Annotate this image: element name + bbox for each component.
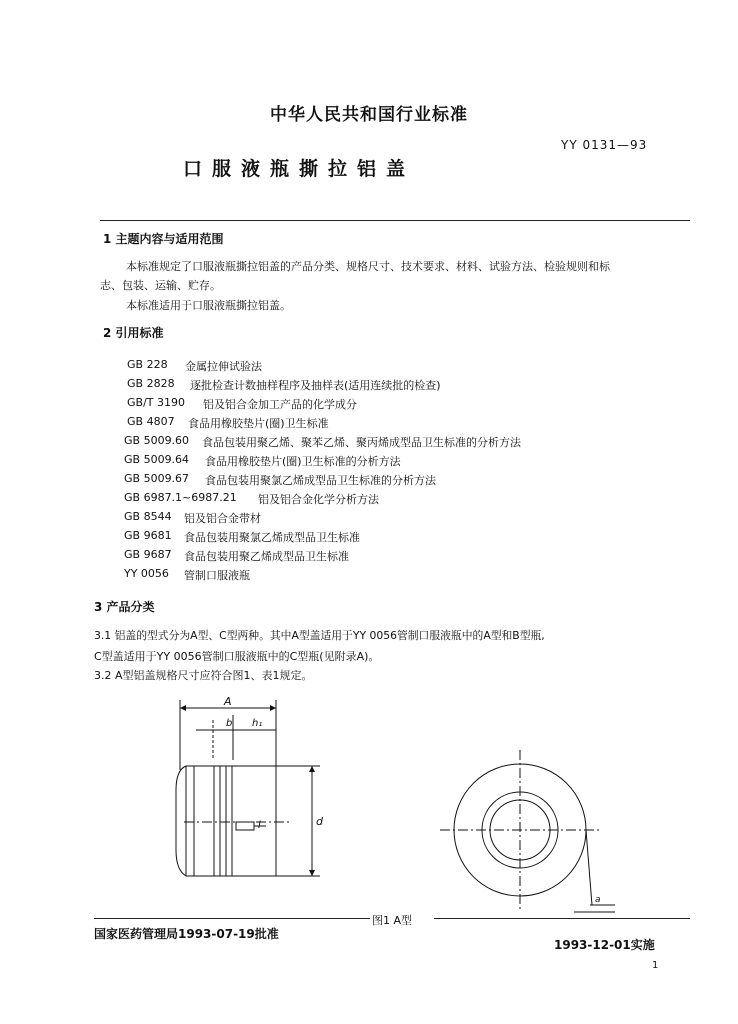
ref-code: GB 4807 <box>127 415 175 428</box>
ref-code: GB/T 3190 <box>127 396 185 409</box>
ref-title: 食品包装用聚乙烯、聚苯乙烯、聚丙烯成型品卫生标准的分析方法 <box>202 436 521 449</box>
ref-code: GB 2828 <box>127 377 175 390</box>
section-3-heading: 3 产品分类 <box>94 600 155 614</box>
section-1-paragraph-2: 本标准适用于口服液瓶撕拉铝盖。 <box>126 299 291 312</box>
section-3-1-line-1: 3.1 铝盖的型式分为A型、C型两种。其中A型盖适用于YY 0056管制口服液瓶中的A型和B型瓶, <box>94 629 545 642</box>
label-l: l <box>258 820 261 831</box>
implementation-date: 1993-12-01实施 <box>554 938 655 952</box>
figure-caption: 图1 A型 <box>372 914 413 927</box>
ref-title: 逐批检查计数抽样程序及抽样表(适用连续批的检查) <box>190 379 441 392</box>
label-b: b <box>226 718 233 729</box>
document-title: 口服液瓶撕拉铝盖 <box>183 158 416 180</box>
section-3-2: 3.2 A型铝盖规格尺寸应符合图1、表1规定。 <box>94 669 313 682</box>
tear-strip <box>214 766 232 876</box>
approval-info: 国家医药管理局1993-07-19批准 <box>94 927 279 941</box>
section-1-heading: 1 主题内容与适用范围 <box>103 232 224 246</box>
page-number: 1 <box>652 960 659 971</box>
section-1-paragraph-1-line-1: 本标准规定了口服液瓶撕拉铝盖的产品分类、规格尺寸、技术要求、材料、试验方法、检验规则和标 <box>126 260 610 273</box>
ref-title: 铝及铝合金加工产品的化学成分 <box>203 398 357 411</box>
tab-slot <box>236 822 254 830</box>
label-a: a <box>595 895 601 905</box>
ref-code: GB 8544 <box>124 510 172 523</box>
standard-code: YY 0131—93 <box>561 138 648 152</box>
section-1-paragraph-1-line-2: 志、包装、运输、贮存。 <box>100 279 221 292</box>
label-d: d <box>316 815 323 828</box>
label-A: A <box>224 695 232 708</box>
ref-code: GB 228 <box>127 358 168 371</box>
ref-title: 铝及铝合金化学分析方法 <box>258 493 379 506</box>
section-2-heading: 2 引用标准 <box>103 326 164 340</box>
standard-category-title: 中华人民共和国行业标准 <box>270 105 468 125</box>
ref-title: 食品包装用聚氯乙烯成型品卫生标准 <box>184 531 360 544</box>
ref-title: 铝及铝合金带材 <box>184 512 261 525</box>
ref-title: 金属拉伸试验法 <box>185 360 262 373</box>
label-h1: h₁ <box>252 718 263 729</box>
ref-code: GB 5009.64 <box>124 453 190 466</box>
ref-title: 食品包装用聚氯乙烯成型品卫生标准的分析方法 <box>205 474 436 487</box>
ref-title: 管制口服液瓶 <box>184 569 250 582</box>
ref-code: GB 5009.67 <box>124 472 190 485</box>
footer-divider-right <box>434 918 690 919</box>
ref-title: 食品包装用聚乙烯成型品卫生标准 <box>184 550 349 563</box>
section-3-1-line-2: C型盖适用于YY 0056管制口服液瓶中的C型瓶(见附录A)。 <box>94 650 380 663</box>
ref-code: YY 0056 <box>124 567 169 580</box>
ref-code: GB 9687 <box>124 548 172 561</box>
ref-title: 食品用橡胶垫片(圈)卫生标准 <box>188 417 329 430</box>
ref-code: GB 9681 <box>124 529 172 542</box>
ref-code: GB 5009.60 <box>124 434 190 447</box>
ref-title: 食品用橡胶垫片(圈)卫生标准的分析方法 <box>205 455 401 468</box>
ref-code: GB 6987.1~6987.21 <box>124 491 237 504</box>
footer-divider-left <box>94 918 370 919</box>
